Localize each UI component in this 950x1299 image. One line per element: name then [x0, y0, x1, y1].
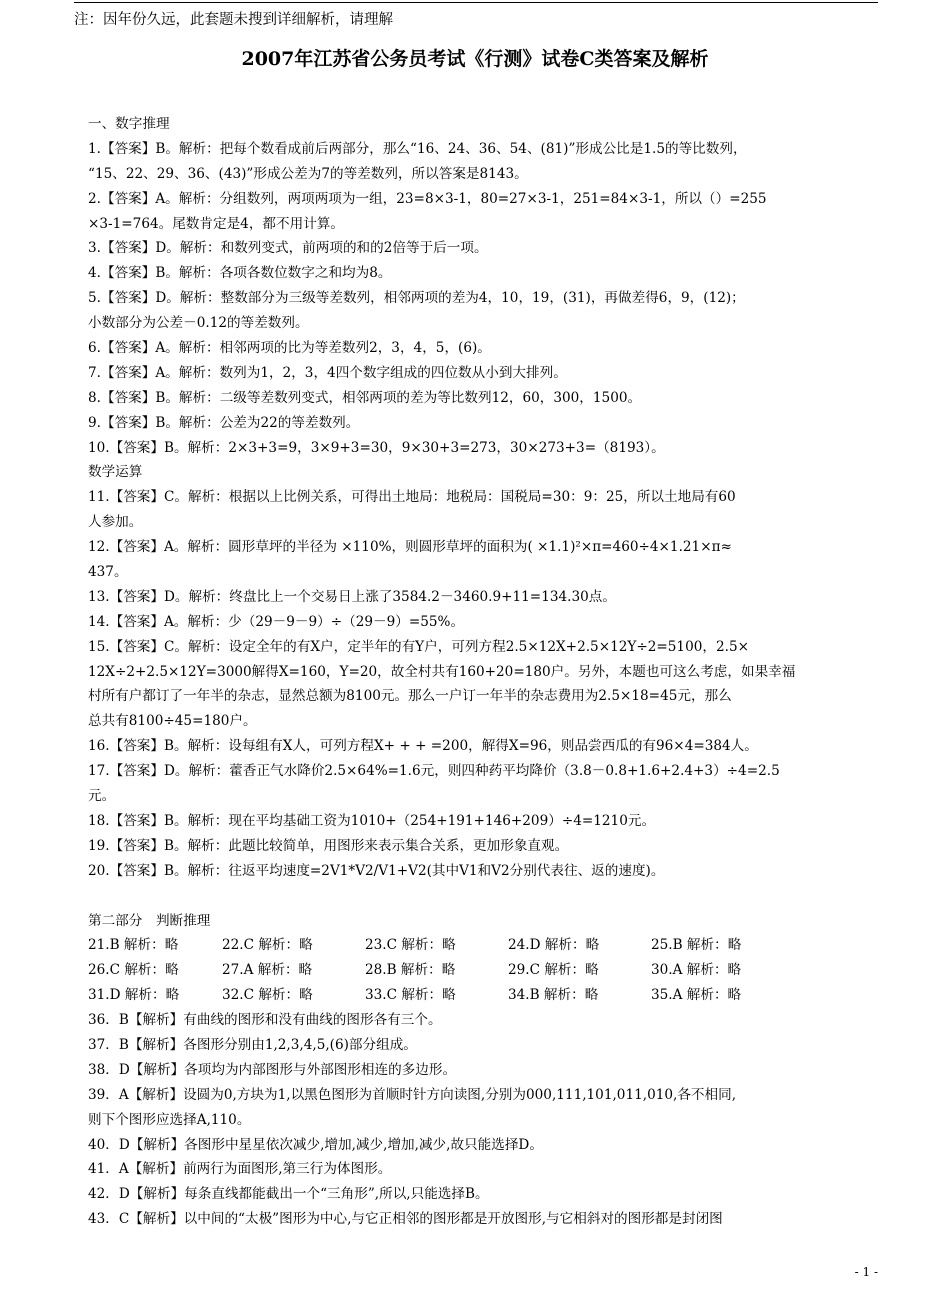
text-line: 37．B【解析】各图形分别由1,2,3,4,5,(6)部分组成。 — [88, 1036, 417, 1053]
text-line: 小数部分为公差－0.12的等差数列。 — [88, 315, 309, 332]
text-line: 12X÷2+2.5×12Y=3000解得X=160，Y=20，故全村共有160+20=180户。另外，本题也可这么考虑，如果幸福 — [88, 663, 796, 680]
text-line: 元。 — [88, 788, 116, 805]
text-line: 41．A【解析】前两行为面图形,第三行为体图形。 — [88, 1161, 392, 1178]
text-line: 17.【答案】D。解析：藿香正气水降价2.5×64%=1.6元，则四种药平均降价（3.8－0.8+1.6+2.4+3）÷4=2.5 — [88, 763, 780, 780]
text-line: 则下个图形应选择A,110。 — [88, 1111, 251, 1128]
judgment-answer: 22.C 解析：略 — [222, 937, 313, 954]
judgment-answer: 33.C 解析：略 — [365, 987, 456, 1004]
text-line: 6.【答案】A。解析：相邻两项的比为等差数列2，3，4，5，(6)。 — [88, 340, 491, 357]
judgment-answer: 26.C 解析：略 — [88, 962, 179, 979]
text-line: 一、数字推理 — [88, 116, 170, 132]
text-line: 16.【答案】B。解析：设每组有X人，可列方程X+ + + =200，解得X=96，则品尝西瓜的有96×4=384人。 — [88, 738, 758, 755]
text-line: 43．C【解析】以中间的“太极”图形为中心,与它正相邻的图形都是开放图形,与它相斜对的图形都是封闭图 — [88, 1211, 723, 1228]
text-line: 8.【答案】B。解析：二级等差数列变式，相邻两项的差为等比数列12，60，300，1500。 — [88, 389, 642, 406]
text-line: 39．A【解析】设圆为0,方块为1,以黑色图形为首顺时针方向读图,分别为000,111,101,011,010,各不相同, — [88, 1086, 737, 1103]
text-line: 7.【答案】A。解析：数列为1，2，3，4四个数字组成的四位数从小到大排列。 — [88, 364, 567, 381]
text-line: 18.【答案】B。解析：现在平均基础工资为1010+（254+191+146+209）÷4=1210元。 — [88, 812, 656, 829]
judgment-answer: 34.B 解析：略 — [508, 987, 599, 1004]
text-line: 36．B【解析】有曲线的图形和没有曲线的图形各有三个。 — [88, 1012, 442, 1029]
answer-content — [88, 112, 880, 1232]
text-line: 15.【答案】C。解析：设定全年的有X户，定半年的有Y户，可列方程2.5×12X+2.5×12Y÷2=5100，2.5× — [88, 638, 749, 655]
text-line: 1.【答案】B。解析：把每个数看成前后两部分，那么“16、24、36、54、(81)”形成公比是1.5的等比数列， — [88, 140, 747, 157]
text-line: 2.【答案】A。解析：分组数列，两项两项为一组，23=8×3-1，80=27×3-1，251=84×3-1，所以（）=255 — [88, 190, 767, 207]
judgment-answer: 30.A 解析：略 — [651, 962, 742, 979]
text-line: 38．D【解析】各项均为内部图形与外部图形相连的多边形。 — [88, 1061, 457, 1078]
judgment-answer: 27.A 解析：略 — [222, 962, 313, 979]
text-line: 10.【答案】B。解析：2×3+3=9，3×9+3=30，9×30+3=273，30×273+3=（8193）。 — [88, 439, 665, 456]
judgment-answer: 23.C 解析：略 — [365, 937, 456, 954]
part2-heading: 第二部分 判断推理 — [88, 912, 211, 929]
text-line: 数学运算 — [88, 464, 143, 481]
part2-section — [88, 1008, 880, 1232]
text-line: 3.【答案】D。解析：和数列变式，前两项的和的2倍等于后一项。 — [88, 240, 488, 257]
text-line: 19.【答案】B。解析：此题比较简单，用图形来表示集合关系，更加形象直观。 — [88, 837, 569, 854]
judgment-answer: 21.B 解析：略 — [88, 937, 179, 954]
blank-line — [88, 884, 880, 909]
judgment-answer: 29.C 解析：略 — [508, 962, 599, 979]
judgment-row — [88, 983, 880, 1008]
header-note: 注：因年份久远，此套题未搜到详细解析，请理解 — [74, 12, 393, 28]
text-line: 14.【答案】A。解析：少（29－9－9）÷（29－9）=55%。 — [88, 613, 465, 630]
text-line: ×3-1=764。尾数肯定是4，都不用计算。 — [88, 215, 344, 232]
judgment-answer: 28.B 解析：略 — [365, 962, 456, 979]
text-line: 40．D【解析】各图形中星星依次减少,增加,减少,增加,减少,故只能选择D。 — [88, 1136, 543, 1153]
text-line: 12.【答案】A。解析：圆形草坪的半径为 ×110%，则圆形草坪的面积为( ×1.1)²×π=460÷4×1.21×π≈ — [88, 539, 732, 556]
text-line: 437。 — [88, 564, 128, 581]
judgment-row — [88, 958, 880, 983]
page-title: 2007年江苏省公务员考试《行测》试卷C类答案及解析 — [241, 48, 709, 70]
judgment-answer: 24.D 解析：略 — [508, 937, 600, 954]
text-line: 42．D【解析】每条直线都能截出一个“三角形”,所以,只能选择B。 — [88, 1186, 489, 1203]
text-line: 13.【答案】D。解析：终盘比上一个交易日上涨了3584.2－3460.9+11=134.30点。 — [88, 588, 616, 605]
top-rule — [74, 2, 878, 3]
text-line: 总共有8100÷45=180户。 — [88, 713, 257, 730]
text-line: 人参加。 — [88, 514, 143, 531]
judgment-answer: 32.C 解析：略 — [222, 987, 313, 1004]
text-line: “15、22、29、36、(43)”形成公差为7的等差数列，所以答案是8143。 — [88, 165, 528, 182]
text-line: 村所有户都订了一年半的杂志，显然总额为8100元。那么一户订一年半的杂志费用为2.5×18=45元，那么 — [88, 688, 732, 705]
judgment-row — [88, 933, 880, 958]
judgment-answer: 31.D 解析：略 — [88, 987, 180, 1004]
judgment-answer: 35.A 解析：略 — [651, 987, 742, 1004]
text-line: 20.【答案】B。解析：往返平均速度=2V1*V2/V1+V2(其中V1和V2分别代表往、返的速度)。 — [88, 862, 665, 879]
part1-section — [88, 112, 880, 884]
text-line: 5.【答案】D。解析：整数部分为三级等差数列，相邻两项的差为4，10，19，(31)，再做差得6，9，(12)； — [88, 290, 745, 307]
judgment-answer: 25.B 解析：略 — [651, 937, 742, 954]
text-line: 4.【答案】B。解析：各项各数位数字之和均为8。 — [88, 265, 392, 282]
page-number: - 1 - — [854, 1265, 878, 1279]
text-line: 11.【答案】C。解析：根据以上比例关系，可得出土地局：地税局：国税局=30：9：25，所以土地局有60 — [88, 489, 736, 506]
judgment-grid — [88, 933, 880, 1008]
text-line: 9.【答案】B。解析：公差为22的等差数列。 — [88, 414, 360, 431]
